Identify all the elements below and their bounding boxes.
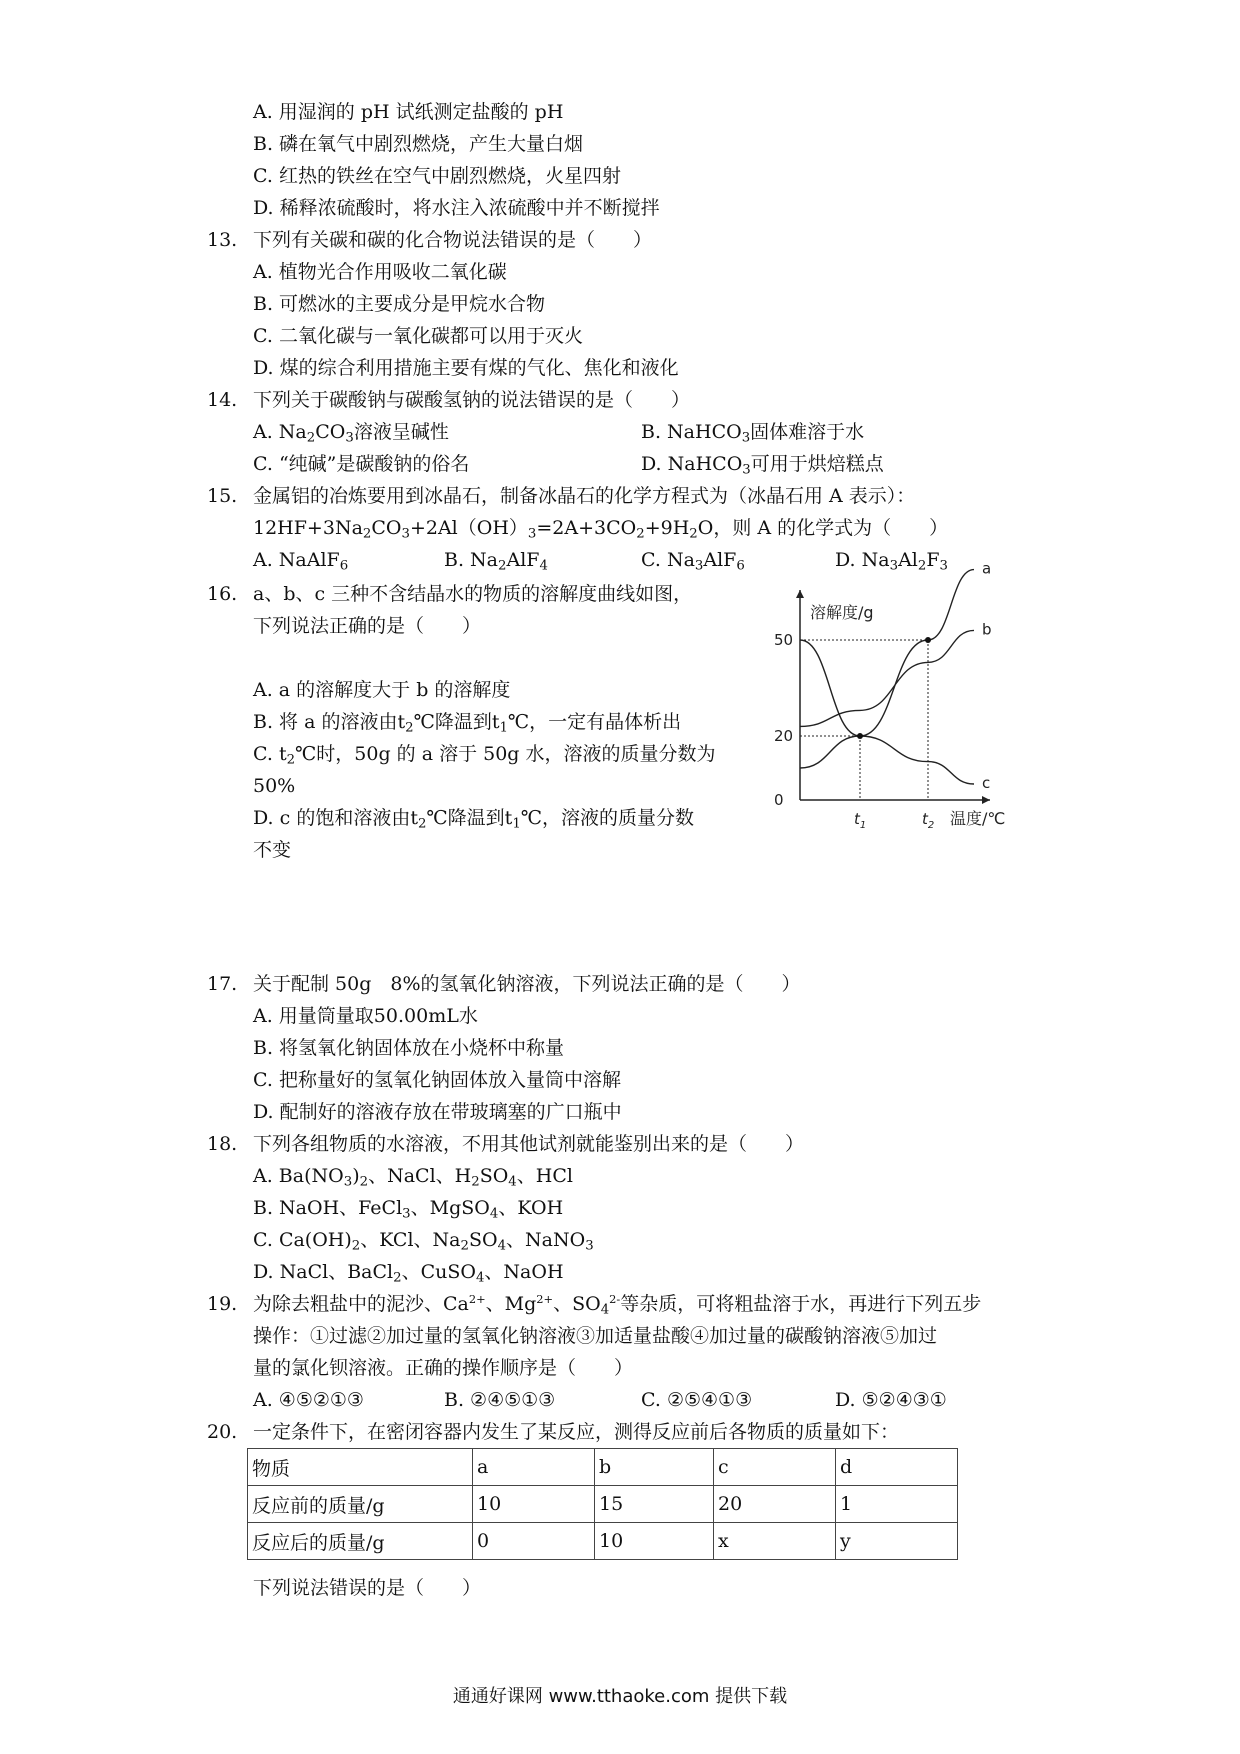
- table-row: [248, 1449, 958, 1486]
- table-cell: 反应后的质量/g: [248, 1523, 473, 1560]
- table-cell: 1: [836, 1486, 958, 1523]
- q19-option-c: C. ②⑤④①③: [641, 1389, 753, 1411]
- q17-option-c: C. 把称量好的氢氧化钠固体放入量筒中溶解: [253, 1069, 621, 1091]
- q19-stem-line2: 操作：①过滤②加过量的氢氧化钠溶液③加适量盐酸④加过量的碳酸钠溶液⑤加过: [253, 1325, 938, 1347]
- series-label-a: a: [982, 559, 992, 578]
- y-tick-label: 0: [774, 791, 784, 809]
- q19-stem-line3: 量的氯化钡溶液。正确的操作顺序是（ ）: [253, 1357, 634, 1379]
- q14-number: 14.: [207, 389, 238, 411]
- q14-option-c: C. “纯碱”是碳酸钠的俗名: [253, 453, 470, 475]
- q15-option-c: C. $Na_3AlF_6$: [641, 549, 745, 574]
- q13-number: 13.: [207, 229, 238, 251]
- table-cell: a: [473, 1449, 595, 1486]
- curve-b: [800, 630, 974, 726]
- q18-number: 18.: [207, 1133, 238, 1155]
- q17-option-d: D. 配制好的溶液存放在带玻璃塞的广口瓶中: [253, 1101, 622, 1123]
- q16-option-d: D. c 的饱和溶液由$t_2℃$降温到$t_1℃$，溶液的质量分数: [253, 807, 695, 832]
- q15-stem-line2: $12HF+3Na_2CO_3+2Al(OH)_3=2A+3CO_2+9H_2O$，则 A 的化学式为（ ）: [253, 517, 949, 542]
- q18-option-b: B. NaOH、FeCl$_3$、MgSO$_4$、KOH: [253, 1197, 564, 1222]
- q19-option-d: D. ⑤②④③①: [835, 1389, 947, 1411]
- curve-c: [800, 640, 974, 784]
- y-tick-label: 50: [774, 631, 794, 649]
- table-cell: x: [714, 1523, 836, 1560]
- q19-number: 19.: [207, 1293, 238, 1315]
- q15-option-d: D. $Na_3Al_2F_3$: [835, 549, 948, 574]
- y-axis-label: 溶解度/g: [810, 603, 874, 622]
- q18-option-a: A. $Ba(NO_3)_2$、NaCl、$H_2SO_4$、HCl: [253, 1165, 573, 1190]
- series-label-c: c: [982, 774, 991, 792]
- y-tick-label: 20: [774, 727, 794, 745]
- q20-number: 20.: [207, 1421, 238, 1443]
- q13-option-a: A. 植物光合作用吸收二氧化碳: [253, 261, 507, 283]
- q17-option-b: B. 将氢氧化钠固体放在小烧杯中称量: [253, 1037, 565, 1059]
- table-cell: d: [836, 1449, 958, 1486]
- q15-number: 15.: [207, 485, 238, 507]
- table-cell: 0: [473, 1523, 595, 1560]
- q16-option-b: B. 将 a 的溶液由$t_2℃$降温到$t_1℃$，一定有晶体析出: [253, 711, 682, 736]
- table-cell: 反应前的质量/g: [248, 1486, 473, 1523]
- x-tick-label: $t_2$: [922, 810, 935, 831]
- curve-a: [800, 570, 974, 768]
- x-tick-label: $t_1$: [854, 810, 867, 831]
- table-cell: y: [836, 1523, 958, 1560]
- q16-option-c: C. $t_2℃$时，50g 的 a 溶于 50g 水，溶液的质量分数为: [253, 743, 716, 768]
- q20-after-table: 下列说法错误的是（ ）: [253, 1577, 482, 1599]
- table-cell: 15: [595, 1486, 714, 1523]
- q13-option-d: D. 煤的综合利用措施主要有煤的气化、焦化和液化: [253, 357, 679, 379]
- q14-stem: 下列关于碳酸钠与碳酸氢钠的说法错误的是（ ）: [253, 389, 691, 411]
- q12-option-a: A. 用湿润的 pH 试纸测定盐酸的 pH: [253, 101, 564, 123]
- footer-credit: 通通好课网 www.tthaoke.com 提供下载: [452, 1686, 788, 1707]
- table-row: [248, 1486, 958, 1523]
- q12-option-b: B. 磷在氧气中剧烈燃烧，产生大量白烟: [253, 133, 584, 155]
- q14-option-b: B. NaHCO$_3$固体难溶于水: [641, 421, 865, 446]
- table-row: [248, 1523, 958, 1560]
- table-cell: c: [714, 1449, 836, 1486]
- q19-stem-line1: 为除去粗盐中的泥沙、$Ca^{2+}$、$Mg^{2+}$、$SO_4^{2-}$等杂质，可将粗盐溶于水，再进行下列五步: [253, 1292, 982, 1318]
- y-axis-arrow: [796, 590, 804, 598]
- q15-option-a: A. NaAlF$_6$: [253, 549, 349, 574]
- q18-option-c: C. $Ca(OH)_2$、KCl、$Na_2SO_4$、NaNO$_3$: [253, 1229, 594, 1254]
- q14-option-d: D. NaHCO$_3$可用于烘焙糕点: [641, 453, 884, 478]
- q13-option-b: B. 可燃冰的主要成分是甲烷水合物: [253, 293, 546, 315]
- x-axis-arrow: [982, 796, 990, 804]
- q19-option-b: B. ②④⑤①③: [444, 1389, 556, 1411]
- table-cell: 10: [473, 1486, 595, 1523]
- q17-number: 17.: [207, 973, 238, 995]
- series-label-b: b: [982, 620, 992, 639]
- q18-option-d: D. NaCl、BaCl$_2$、CuSO$_4$、NaOH: [253, 1261, 564, 1286]
- q16-option-d-cont: 不变: [253, 839, 292, 861]
- marked-point-0: [857, 733, 863, 739]
- q16-stem-line2: 下列说法正确的是（ ）: [253, 615, 482, 637]
- q17-option-a: A. 用量筒量取50.00mL水: [253, 1005, 478, 1027]
- q12-option-d: D. 稀释浓硫酸时，将水注入浓硫酸中并不断搅拌: [253, 197, 660, 219]
- q20-stem: 一定条件下，在密闭容器内发生了某反应，测得反应前后各物质的质量如下：: [253, 1421, 900, 1443]
- q17-stem: 关于配制 50g 8%的氢氧化钠溶液，下列说法正确的是（ ）: [253, 973, 801, 995]
- x-axis-label: 温度/℃: [950, 809, 1006, 828]
- q13-option-c: C. 二氧化碳与一氧化碳都可以用于灭火: [253, 325, 583, 347]
- table-cell: 20: [714, 1486, 836, 1523]
- q15-stem-line1: 金属铝的冶炼要用到冰晶石，制备冰晶石的化学方程式为（冰晶石用 A 表示）：: [253, 485, 916, 507]
- q18-stem: 下列各组物质的水溶液，不用其他试剂就能鉴别出来的是（ ）: [253, 1133, 805, 1155]
- q13-stem: 下列有关碳和碳的化合物说法错误的是（ ）: [253, 229, 653, 251]
- q16-option-c-cont: 50%: [253, 775, 296, 797]
- marked-point-1: [925, 637, 931, 643]
- q16-stem-line1: a、b、c 三种不含结晶水的物质的溶解度曲线如图，: [253, 583, 693, 605]
- table-cell: 10: [595, 1523, 714, 1560]
- table-cell: b: [595, 1449, 714, 1486]
- mass-table: [247, 1448, 958, 1560]
- q12-option-c: C. 红热的铁丝在空气中剧烈燃烧，火星四射: [253, 165, 621, 187]
- table-cell: 物质: [248, 1449, 473, 1486]
- q14-option-a: A. $Na_2CO_3$溶液呈碱性: [253, 421, 449, 446]
- q15-option-b: B. $Na_2AlF_4$: [444, 549, 548, 574]
- q16-number: 16.: [207, 583, 238, 605]
- q16-option-a: A. a 的溶解度大于 b 的溶解度: [253, 679, 511, 701]
- q19-option-a: A. ④⑤②①③: [253, 1389, 364, 1411]
